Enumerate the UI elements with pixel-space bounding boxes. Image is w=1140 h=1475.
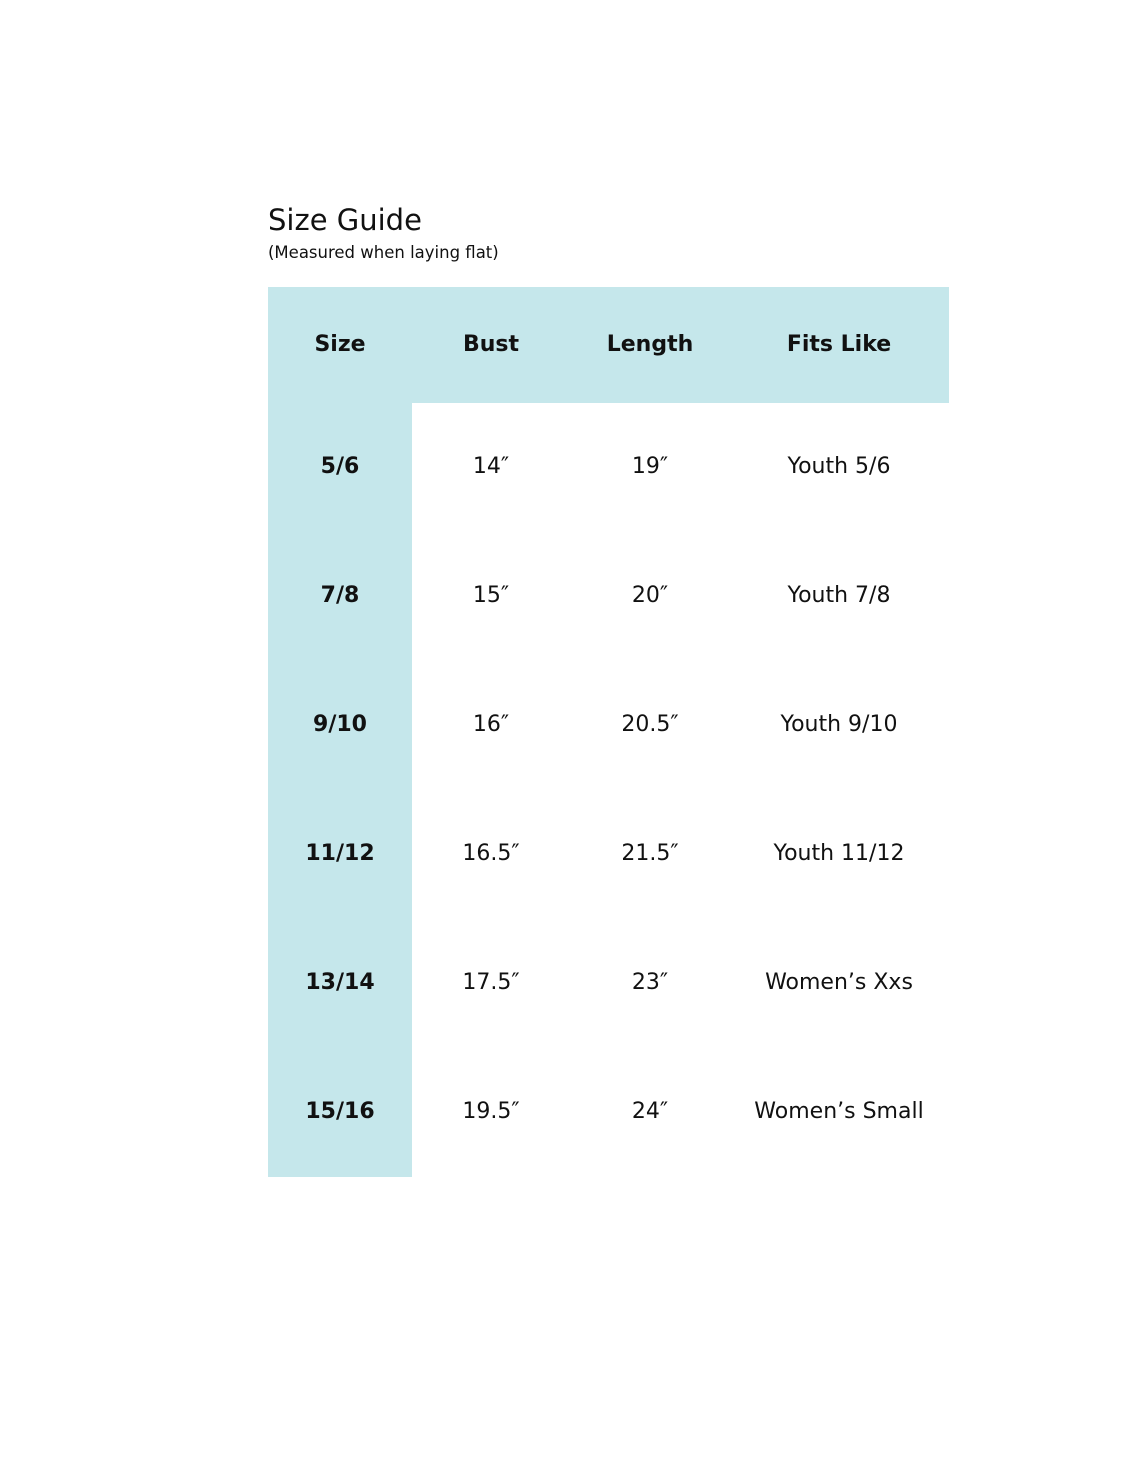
header-size: Size [314,332,366,357]
bust-cell: 14″ [472,454,510,479]
bust-cell: 19.5″ [462,1099,520,1124]
fits-like-cell: Women’s Xxs [765,970,913,995]
size-cell: 11/12 [305,841,375,866]
bust-cell: 16″ [472,712,510,737]
bust-cell: 16.5″ [462,841,520,866]
size-cell: 5/6 [320,454,360,479]
header-bust: Bust [462,332,520,357]
fits-like-cell: Youth 11/12 [773,841,905,866]
page-subtitle: (Measured when laying flat) [268,243,499,262]
length-cell: 19″ [631,454,669,479]
length-cell: 20″ [631,583,669,608]
fits-like-cell: Youth 5/6 [787,454,891,479]
bust-cell: 17.5″ [462,970,520,995]
fits-like-cell: Youth 9/10 [780,712,898,737]
length-cell: 23″ [631,970,669,995]
fits-like-cell: Women’s Small [754,1099,924,1124]
size-cell: 13/14 [305,970,375,995]
length-cell: 24″ [631,1099,669,1124]
bust-cell: 15″ [472,583,510,608]
header-length: Length [606,332,694,357]
size-cell: 9/10 [313,712,367,737]
length-cell: 20.5″ [621,712,679,737]
page-title: Size Guide [268,203,422,237]
header-fits-like: Fits Like [786,332,892,357]
size-cell: 7/8 [320,583,360,608]
size-cell: 15/16 [305,1099,375,1124]
size-column-band [268,403,412,1177]
length-cell: 21.5″ [621,841,679,866]
fits-like-cell: Youth 7/8 [787,583,891,608]
